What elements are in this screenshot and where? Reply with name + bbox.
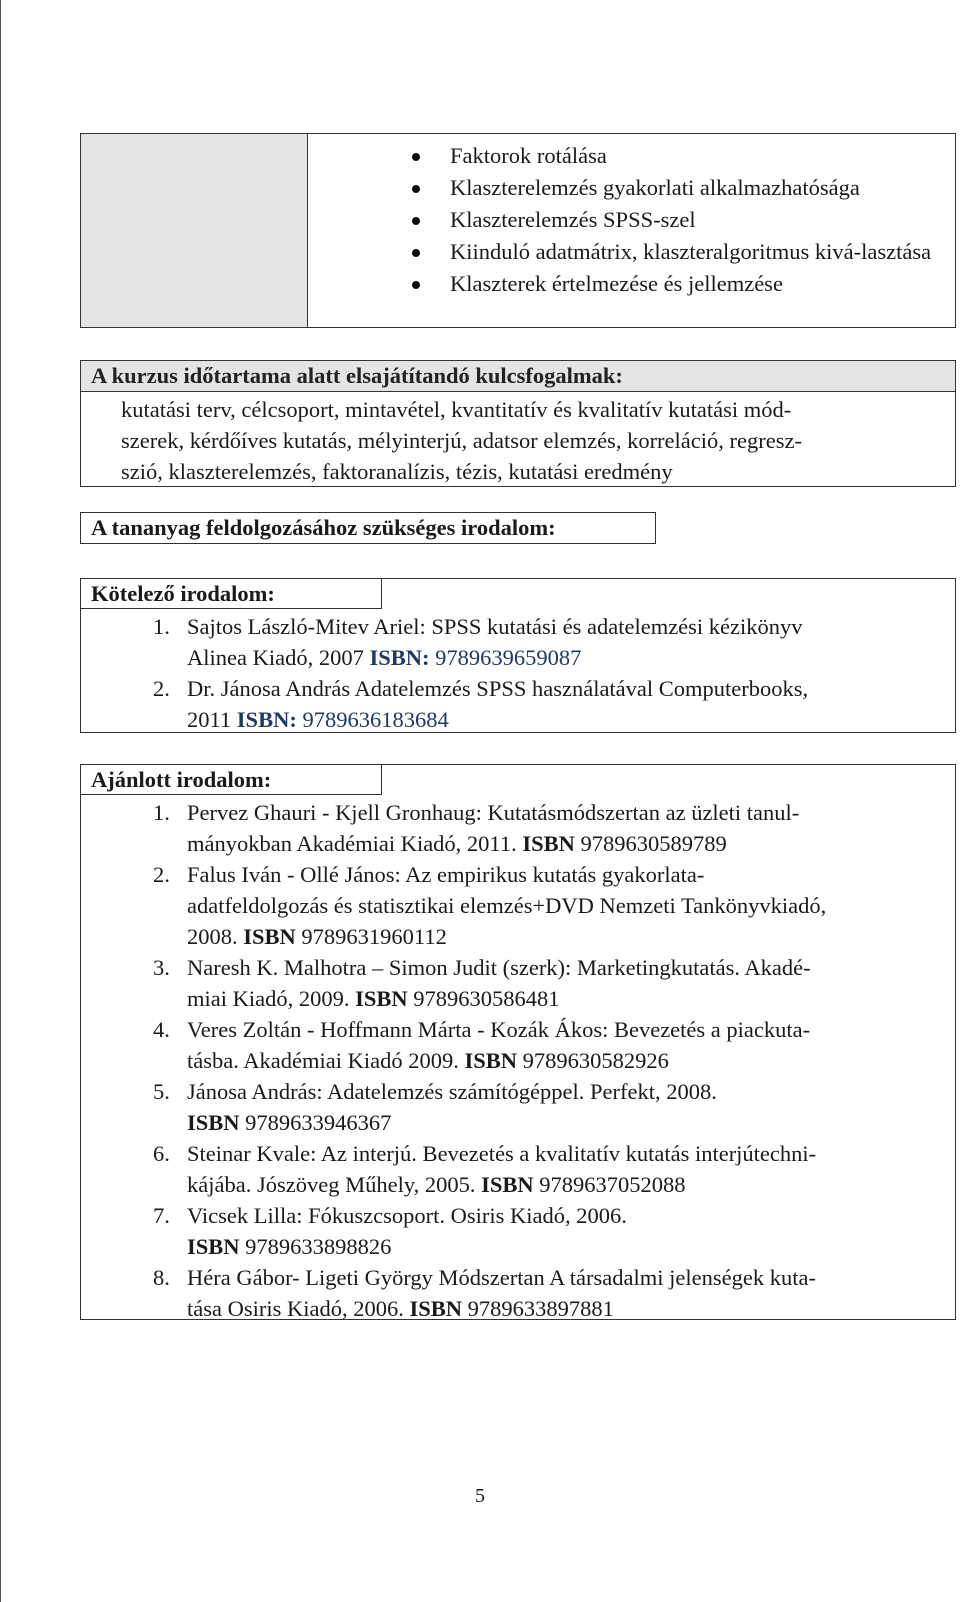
reference-item [81, 1076, 955, 1138]
topic-item [308, 204, 955, 236]
reference-number: 8. [153, 1265, 170, 1290]
reference-number: 2. [153, 862, 170, 887]
reference-line: Falus Iván - Ollé János: Az empirikus kutatás gyakorlata- [187, 862, 705, 887]
isbn-label: ISBN [187, 1234, 240, 1259]
isbn-value: 9789637052088 [533, 1172, 686, 1197]
isbn-value: 9789633898826 [239, 1234, 392, 1259]
reference-publisher: 2011 [187, 707, 237, 732]
isbn-value: 9789633897881 [462, 1296, 614, 1321]
isbn-value: 9789630586481 [407, 986, 560, 1011]
reference-line: Veres Zoltán - Hoffmann Márta - Kozák Ákos: Bevezetés a piackuta- [187, 1017, 811, 1042]
reference-line [187, 642, 943, 673]
topic-text: Kiinduló adatmátrix, klaszteralgoritmus kivá-lasztása [450, 239, 932, 264]
isbn-label: ISBN [481, 1172, 534, 1197]
reference-line: Héra Gábor- Ligeti György Módszertan A társadalmi jelenségek kuta- [187, 1265, 816, 1290]
reference-line: Vicsek Lilla: Fókuszcsoport. Osiris Kiadó, 2006. [187, 1203, 627, 1228]
reference-item [81, 1138, 955, 1200]
page-left-border [0, 0, 1, 1602]
topic-item [308, 236, 955, 268]
topic-text: Faktorok rotálása [450, 143, 607, 168]
topic-text: Klaszterelemzés SPSS-szel [450, 207, 696, 232]
topics-table [80, 133, 956, 328]
literature-heading: A tananyag feldolgozásához szükséges irodalom: [80, 512, 656, 544]
reference-number: 1. [153, 614, 170, 639]
isbn-label: ISBN [522, 831, 575, 856]
keywords-text [81, 392, 955, 487]
reference-number: 5. [153, 1079, 170, 1104]
reference-item [81, 797, 955, 859]
reference-text: miai Kiadó, 2009. [187, 986, 356, 1011]
reference-line [187, 704, 943, 735]
isbn-value: 9789631960112 [295, 924, 447, 949]
reference-line: Pervez Ghauri - Kjell Gronhaug: Kutatásmódszertan az üzleti tanul- [187, 800, 800, 825]
isbn-value: 9789630589789 [574, 831, 727, 856]
reference-line: Steinar Kvale: Az interjú. Bevezetés a kvalitatív kutatás interjútechni- [187, 1141, 817, 1166]
reference-line: Dr. Jánosa András Adatelemzés SPSS használatával Computerbooks, [187, 676, 809, 701]
topic-item [308, 140, 955, 172]
reference-item [81, 1200, 955, 1262]
reference-line: adatfeldolgozás és statisztikai elemzés+DVD Nemzeti Tankönyvkiadó, [187, 893, 827, 918]
reference-item [81, 1014, 955, 1076]
reference-number: 1. [153, 800, 170, 825]
reference-line: Naresh K. Malhotra – Simon Judit (szerk): Marketingkutatás. Akadé- [187, 955, 811, 980]
isbn-label: ISBN: [236, 707, 297, 732]
reference-item [81, 673, 955, 735]
reference-publisher: Alinea Kiadó, 2007 [187, 645, 370, 670]
isbn-label: ISBN [409, 1296, 463, 1321]
recommended-literature-list [81, 795, 955, 1324]
reference-text: tásba. Akadémiai Kiadó 2009. [187, 1048, 465, 1073]
keywords-heading: A kurzus időtartama alatt elsajátítandó kulcsfogalmak: [81, 361, 955, 392]
isbn-label: ISBN: [369, 645, 430, 670]
reference-text: mányokban Akadémiai Kiadó, 2011. [187, 831, 523, 856]
reference-item [81, 1262, 955, 1324]
reference-line [187, 1045, 943, 1076]
isbn-label: ISBN [355, 986, 408, 1011]
reference-line [187, 1169, 943, 1200]
reference-number: 4. [153, 1017, 170, 1042]
reference-number: 6. [153, 1141, 170, 1166]
topic-item [308, 172, 955, 204]
topic-text: Klaszterelemzés gyakorlati alkalmazhatósága [450, 175, 860, 200]
reference-text: kájába. Jószöveg Műhely, 2005. [187, 1172, 482, 1197]
reference-text: 2008. [187, 924, 244, 949]
reference-item [81, 952, 955, 1014]
reference-line [187, 921, 943, 952]
topics-table-right-cell [308, 134, 955, 327]
reference-line [187, 983, 943, 1014]
reference-item [81, 859, 955, 952]
keywords-line: kutatási terv, célcsoport, mintavétel, kvantitatív és kvalitatív kutatási mód- [121, 397, 792, 422]
required-literature-list [81, 609, 955, 735]
keywords-line: szerek, kérdőíves kutatás, mélyinterjú, adatsor elemzés, korreláció, regresz- [121, 428, 802, 453]
isbn-value: 9789633946367 [239, 1110, 392, 1135]
reference-item [81, 611, 955, 673]
keywords-line: szió, klaszterelemzés, faktoranalízis, tézis, kutatási eredmény [121, 459, 673, 484]
isbn-label: ISBN [464, 1048, 517, 1073]
reference-line [187, 1107, 943, 1138]
keywords-section [80, 360, 956, 487]
isbn-label: ISBN [187, 1110, 240, 1135]
isbn-label: ISBN [243, 924, 296, 949]
topic-text: Klaszterek értelmezése és jellemzése [450, 271, 783, 296]
isbn-value: 9789636183684 [296, 707, 449, 732]
reference-line: Jánosa András: Adatelemzés számítógéppel. Perfekt, 2008. [187, 1079, 717, 1104]
required-literature-label: Kötelező irodalom: [81, 579, 382, 609]
required-literature-section [80, 578, 956, 733]
reference-text: tása Osiris Kiadó, 2006. [187, 1296, 410, 1321]
reference-line: Sajtos László-Mitev Ariel: SPSS kutatási és adatelemzési kézikönyv [187, 614, 803, 639]
topic-item [308, 268, 955, 300]
reference-number: 2. [153, 676, 170, 701]
reference-number: 7. [153, 1203, 170, 1228]
reference-number: 3. [153, 955, 170, 980]
recommended-literature-section [80, 764, 956, 1320]
topics-table-left-cell [81, 134, 308, 327]
topics-list [308, 140, 955, 300]
page-number: 5 [475, 1485, 485, 1507]
isbn-value: 9789630582926 [516, 1048, 669, 1073]
reference-line [187, 828, 943, 859]
isbn-value: 9789639659087 [429, 645, 582, 670]
recommended-literature-label: Ajánlott irodalom: [81, 765, 382, 795]
reference-line [187, 1293, 943, 1324]
reference-line [187, 1231, 943, 1262]
